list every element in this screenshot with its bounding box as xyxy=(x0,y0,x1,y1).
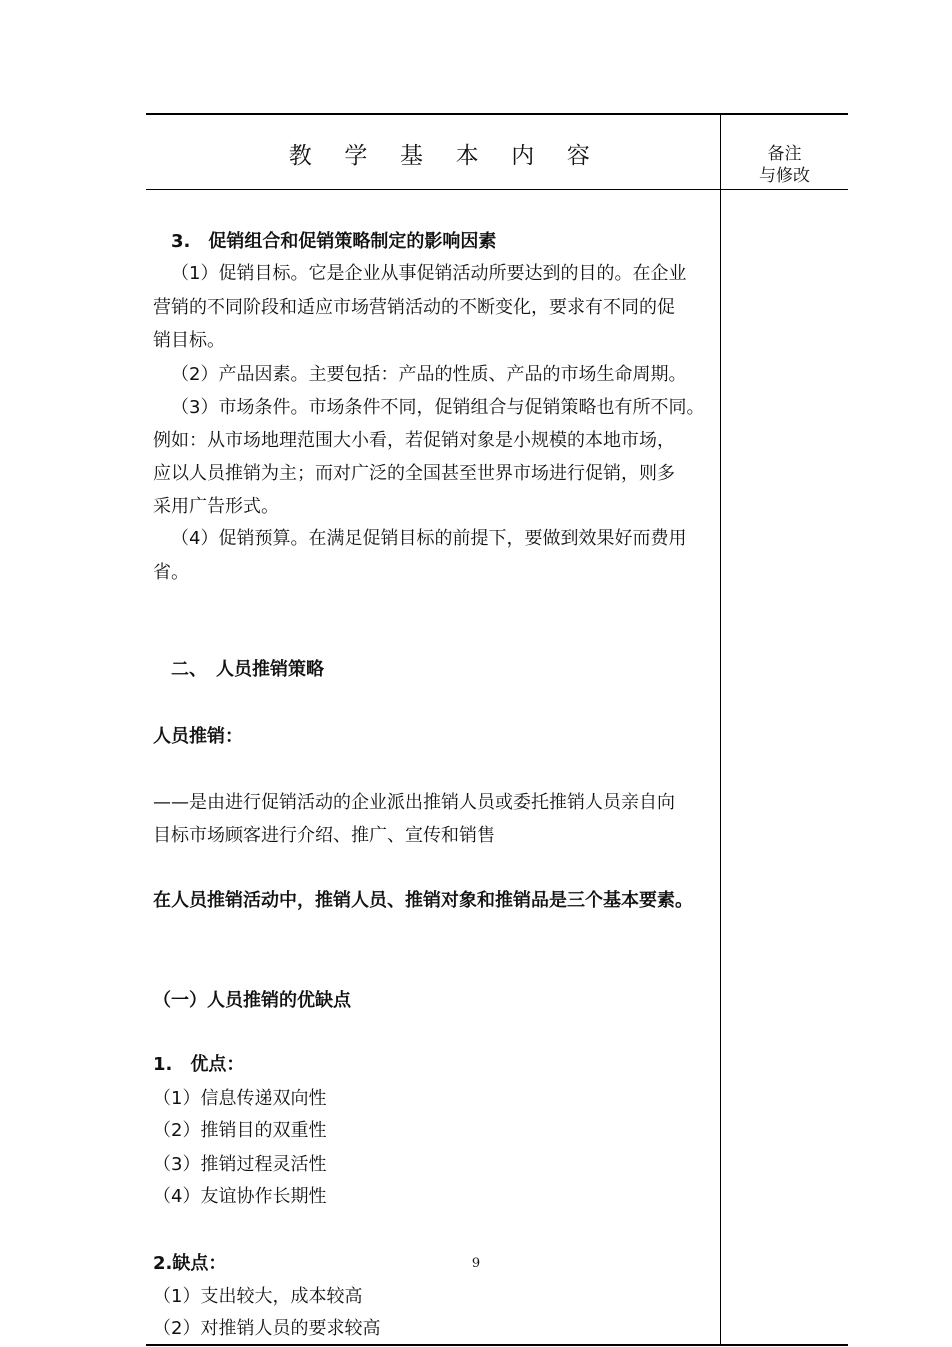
definition-line: ——是由进行促销活动的企业派出推销人员或委托推销人员亲自向 xyxy=(153,792,675,813)
header-bottom-border xyxy=(146,189,848,190)
paragraph-line: 应以人员推销为主；而对广泛的全国甚至世界市场进行促销，则多 xyxy=(153,463,675,484)
disadvantages-heading: 2.缺点： xyxy=(153,1253,227,1274)
column-divider xyxy=(720,114,721,1346)
notes-header-line1: 备注 xyxy=(767,144,802,164)
section3-heading: 3. 促销组合和促销策略制定的影响因素 xyxy=(171,231,497,252)
paragraph-line: （4）促销预算。在满足促销目标的前提下，要做到效果好而费用 xyxy=(171,528,687,549)
term-label: 人员推销： xyxy=(153,726,243,747)
list-item: （1）支出较大，成本较高 xyxy=(153,1286,363,1307)
advantages-heading: 1. 优点： xyxy=(153,1054,245,1075)
list-item: （3）推销过程灵活性 xyxy=(153,1154,327,1175)
page-number: 9 xyxy=(471,1256,481,1271)
paragraph-line: （1）促销目标。它是企业从事促销活动所要达到的目的。在企业 xyxy=(171,263,687,284)
paragraph-line: 销目标。 xyxy=(153,330,225,351)
subsection-heading: （一）人员推销的优缺点 xyxy=(153,990,351,1011)
table-top-border xyxy=(146,113,848,115)
section-heading-personnel: 二、 人员推销策略 xyxy=(171,659,324,680)
list-item: （2）推销目的双重性 xyxy=(153,1120,327,1141)
notes-header-line2: 与修改 xyxy=(759,166,810,186)
paragraph-line: （2）产品因素。主要包括：产品的性质、产品的市场生命周期。 xyxy=(171,364,687,385)
list-item: （4）友谊协作长期性 xyxy=(153,1186,327,1207)
definition-line: 目标市场顾客进行介绍、推广、宣传和销售 xyxy=(153,825,495,846)
paragraph-line: 采用广告形式。 xyxy=(153,496,279,517)
paragraph-line: 营销的不同阶段和适应市场营销活动的不断变化，要求有不同的促 xyxy=(153,297,675,318)
list-item: （2）对推销人员的要求较高 xyxy=(153,1318,381,1339)
key-statement: 在人员推销活动中，推销人员、推销对象和推销品是三个基本要素。 xyxy=(153,890,693,911)
list-item: （1）信息传递双向性 xyxy=(153,1088,327,1109)
content-column-header: 教 学 基 本 内 容 xyxy=(288,143,603,169)
paragraph-line: 例如：从市场地理范围大小看，若促销对象是小规模的本地市场， xyxy=(153,430,675,451)
paragraph-line: 省。 xyxy=(153,562,189,583)
notes-column-header xyxy=(722,143,847,187)
paragraph-line: （3）市场条件。市场条件不同，促销组合与促销策略也有所不同。 xyxy=(171,397,705,418)
